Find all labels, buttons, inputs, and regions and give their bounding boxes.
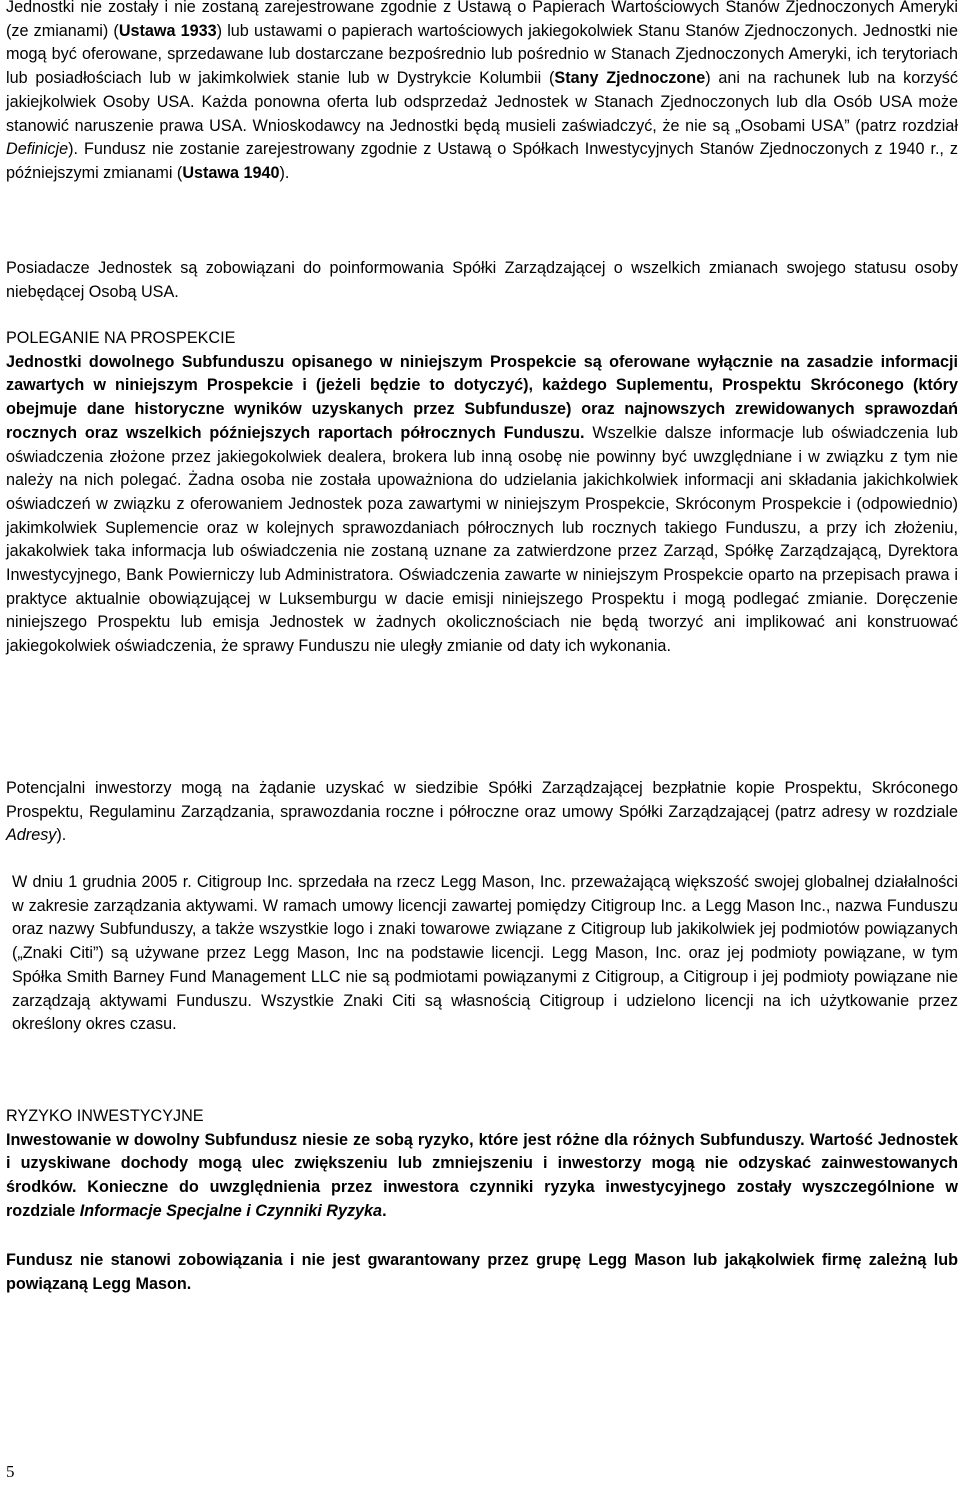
citigroup-paragraph: W dniu 1 grudnia 2005 r. Citigroup Inc. sprzedała na rzecz Legg Mason, Inc. przeważającą większość swojej globalnej działalności w zakresie zarządzania aktywami. W ramach umowy licencji zawartej pomiędzy Citigroup Inc. a Legg Mason Inc., nazwa Funduszu oraz nazwy Subfunduszy, a także wszystkie logo i znaki towarowe związane z Citigroup lub jakikolwiek jej podmiotów powiązanych („Znaki Citi”) są używane przez Legg Mason, Inc na podstawie licencji. Legg Mason, Inc. oraz jej podmioty powiązane, w tym Spółka Smith Barney Fund Management LLC nie są podmiotami powiązanymi z Citigroup, a Citigroup i jej podmioty powiązane nie zarządzają aktywami Funduszu. Wszystkie Znaki Citi są własnością Citigroup i udzielono licencji na ich użytkowanie przez określony okres czasu. bbox=[12, 873, 958, 1034]
documents-text-end: ). bbox=[56, 826, 67, 845]
holders-status-paragraph: Posiadacze Jednostek są zobowiązani do poinformowania Spółki Zarządzającej o wszelkich zmianach swojego statusu osoby niebędącej Osobą USA. bbox=[6, 259, 958, 301]
reliance-bold-text: Jednostki dowolnego Subfunduszu opisanego w niniejszym Prospekcie są oferowane wyłącznie na zasadzie informacji zawartych w niniejszym Prospekcie i (jeżeli będzie to dotyczyć), każdego Suplementu, Prospektu Skróconego (który obejmuje dane historyczne wyników uzyskanych przez Subfundusze) oraz najnowszych zrewidowanych sprawozdań rocznych oraz wszelkich późniejszych raportach półrocznych Funduszu. bbox=[6, 352, 958, 442]
us-securities-text-3: ) ani na rachunek lub na korzyść jakiejkolwiek Osoby USA. Każda ponowna oferta lub odsprzedaż Jednostek w Stanach Zjednoczonych lub dla Osób USA może stanowić naruszenie prawa USA. Wnioskodawcy na Jednostki będą musieli zaświadczyć, że nie są „Osobami USA” (patrz rozdział bbox=[6, 69, 958, 135]
risk-factors-reference: Informacje Specjalne i Czynniki Ryzyka bbox=[79, 1201, 383, 1220]
reliance-text: Wszelkie dalsze informacje lub oświadczenia lub oświadczenia złożone przez jakiegokolwiek dealera, brokera lub inną osobę nie powinny być uwzględniane i w związku z tym nie należy na nich polegać. Żadna osoba nie została upoważniona do udzielania jakichkolwiek informacji ani składania jakichkolwiek oświadczeń w związku z oferowaniem Jednostek poza zawartymi w niniejszym Prospekcie, Skróconym Prospekcie i (odpowiednio) jakimkolwiek Suplemencie oraz w kolejnych sprawozdaniach półrocznych lub rocznych takiego Funduszu, a przy ich złożeniu, jakakolwiek taka informacja lub oświadczenia nie zostaną uznane za zatwierdzone przez Zarząd, Spółkę Zarządzającą, Dyrektora Inwestycyjnego, Bank Powierniczy lub Administratora. Oświadczenia zawarte w niniejszym Prospekcie oparto na przepisach prawa i praktyce aktualnie obowiązującej w Luksemburgu w dacie emisji niniejszego Prospektu i mogą podlegać zmianie. Doręczenie niniejszego Prospektu lub emisja Jednostek w żadnych okolicznościach nie będą tworzyć ani implikować ani konstruować jakiegokolwiek oświadczenia, że sprawy Funduszu nie uległy zmianie od daty ich wykonania. bbox=[6, 423, 958, 656]
reliance-heading: POLEGANIE NA PROSPEKCIE bbox=[6, 329, 236, 347]
documents-paragraph bbox=[6, 777, 958, 848]
risk-heading: RYZYKO INWESTYCYJNE bbox=[6, 1107, 204, 1125]
us-securities-text-5: ). bbox=[279, 163, 290, 182]
act-1933-term: Ustawa 1933 bbox=[118, 21, 217, 40]
reliance-body bbox=[6, 351, 958, 659]
us-securities-text-2: ) lub ustawami o papierach wartościowych jakiegokolwiek Stanu Stanów Zjednoczonych. Jednostki nie mogą być oferowane, sprzedawane lub dostarczane bezpośrednio lub pośrednio w Stanach Zjednoczonych Ameryki, ich terytoriach lub posiadłościach lub w jakimkolwiek stanie lub w Dystrykcie Kolumbii ( bbox=[6, 21, 958, 88]
risk-section bbox=[6, 1105, 958, 1224]
us-securities-text-1: Jednostki nie zostały i nie zostaną zarejestrowane zgodnie z Ustawą o Papierach Wartościowych Stanów Zjednoczonych Ameryki (ze zmianami) ( bbox=[6, 0, 958, 40]
reliance-section bbox=[6, 327, 958, 659]
page-number: 5 bbox=[6, 1462, 15, 1481]
risk-body bbox=[6, 1129, 958, 1224]
us-securities-paragraph bbox=[6, 0, 958, 186]
act-1940-term: Ustawa 1940 bbox=[182, 163, 280, 182]
risk-bold-text: Inwestowanie w dowolny Subfundusz niesie ze sobą ryzyko, które jest różne dla różnych Subfunduszy. Wartość Jednostek i uzyskiwane dochody mogą ulec zwiększeniu lub zmniejszeniu i inwestorzy mogą nie odzyskać zainwestowanych środków. Konieczne do uwzględnienia przez inwestora czynniki ryzyka inwestycyjnego zostały wyszczególnione w rozdziale bbox=[6, 1130, 958, 1220]
addresses-reference: Adresy bbox=[6, 826, 57, 845]
united-states-term: Stany Zjednoczone bbox=[554, 69, 706, 88]
legg-mason-text: Fundusz nie stanowi zobowiązania i nie jest gwarantowany przez grupę Legg Mason lub jakąkolwiek firmę zależną lub powiązaną Legg Mason. bbox=[6, 1251, 958, 1293]
us-securities-text-4: ). Fundusz nie zostanie zarejestrowany zgodnie z Ustawą o Spółkach Inwestycyjnych Stanów Zjednoczonych z 1940 r., z późniejszymi zmianami ( bbox=[6, 140, 958, 182]
risk-bold-end: . bbox=[382, 1201, 387, 1220]
documents-text: Potencjalni inwestorzy mogą na żądanie uzyskać w siedzibie Spółki Zarządzającej bezpłatnie kopie Prospektu, Skróconego Prospektu, Regulaminu Zarządzania, sprawozdania roczne i półroczne oraz umowy Spółki Zarządzającej (patrz adresy w rozdziale bbox=[6, 779, 958, 821]
definitions-reference: Definicje bbox=[6, 140, 69, 159]
legg-mason-paragraph bbox=[6, 1249, 958, 1296]
